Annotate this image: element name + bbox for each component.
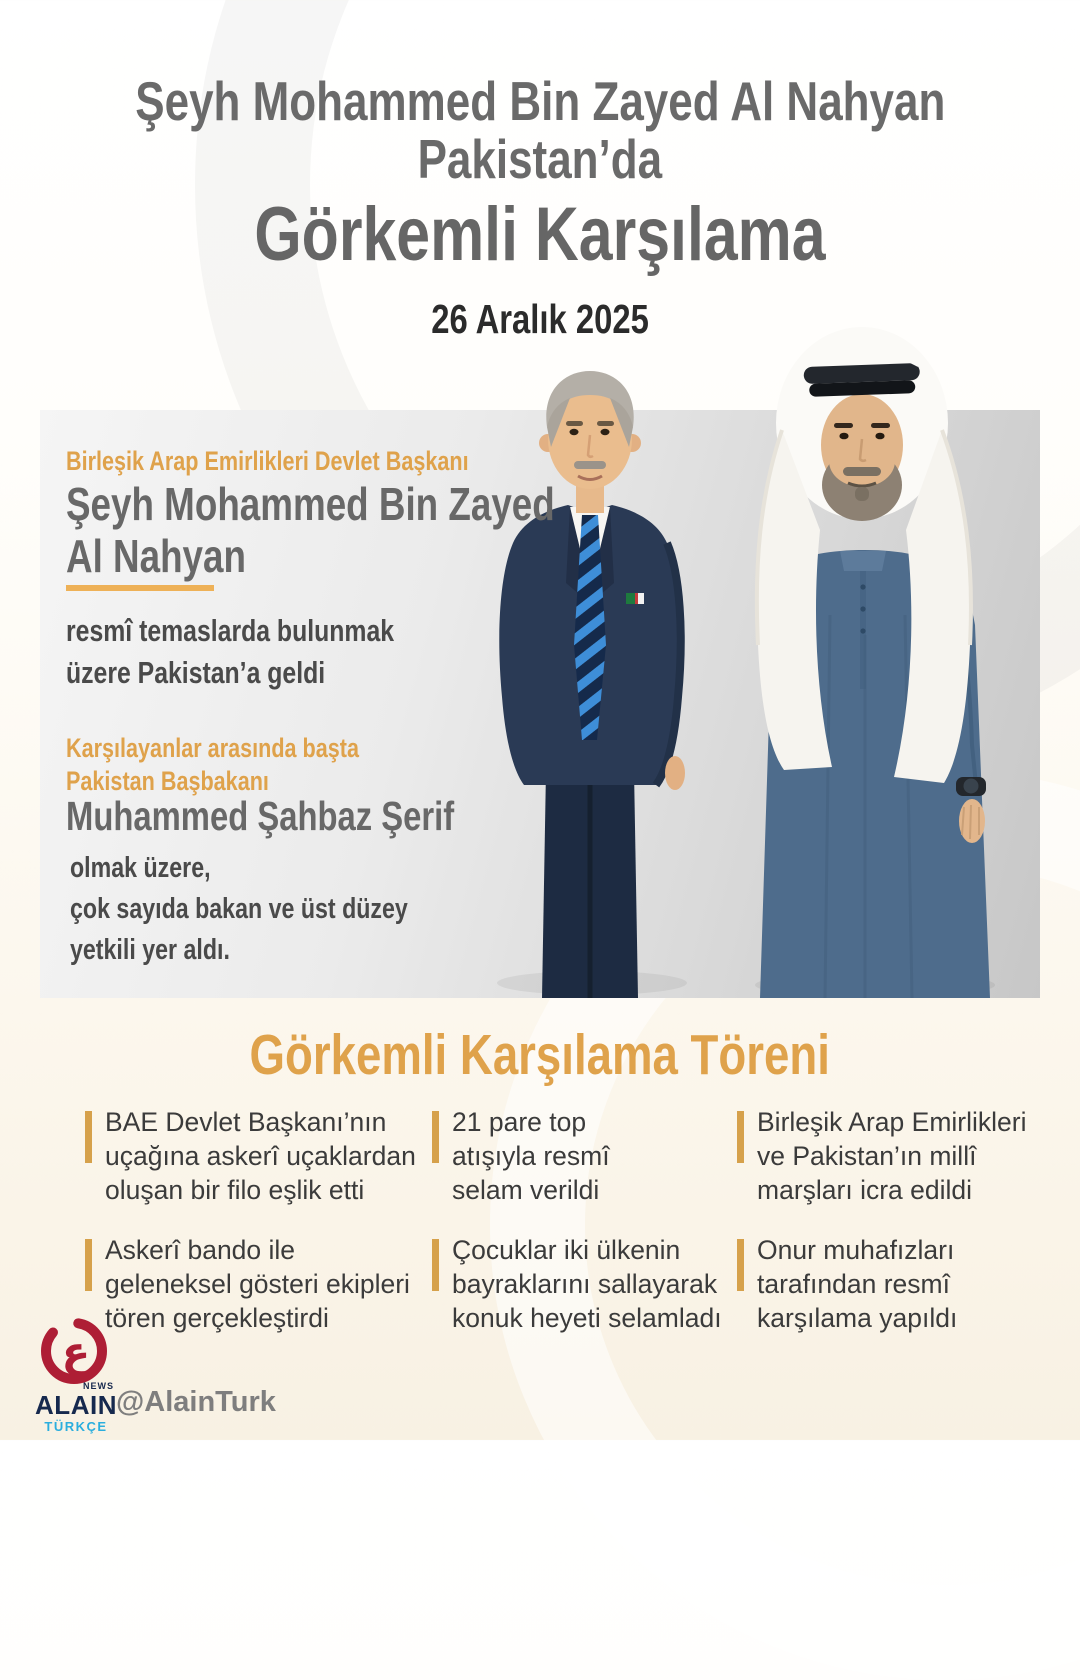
kicker-greeters-line2: Pakistan Başbakanı <box>66 765 269 796</box>
alain-logo-text <box>30 1382 122 1433</box>
list-item <box>737 1106 1045 1208</box>
list-item <box>432 1234 737 1336</box>
title-line-2 <box>0 128 1080 191</box>
visit-description-line2: üzere Pakistan’a geldi <box>66 655 326 691</box>
item-text: 21 pare top atışıyla resmî selam verildi <box>452 1107 610 1205</box>
alain-logo-icon <box>30 1314 116 1388</box>
photo-illustration <box>430 315 1040 998</box>
kicker-greeters <box>66 732 432 798</box>
kicker-greeters-line1: Karşılayanlar arasında başta <box>66 733 359 763</box>
title-line-1 <box>0 72 1080 130</box>
title-line-3 <box>0 191 1080 277</box>
greeters-description-line2: çok sayıda bakan ve üst düzey <box>70 893 408 926</box>
greeters-description <box>70 848 492 972</box>
bullet-bar <box>432 1239 439 1291</box>
name-mbz <box>66 478 677 583</box>
name-sharif-text: Muhammed Şahbaz Şerif <box>66 793 455 839</box>
kicker-uae-president-text: Birleşik Arap Emirlikleri Devlet Başkanı <box>66 446 469 476</box>
section-title-text: Görkemli Karşılama Töreni <box>249 1023 831 1087</box>
svg-text:ع: ع <box>61 1327 91 1376</box>
item-text: Askerî bando ile geleneksel gösteri ekipleri tören gerçekleştirdi <box>105 1234 410 1333</box>
logo-main-label: ALAIN <box>35 1390 117 1420</box>
bullet-bar <box>432 1111 439 1163</box>
item-text: Onur muhafızları tarafından resmî karşılama yapıldı <box>757 1234 958 1333</box>
wristwatch <box>956 777 986 796</box>
logo-lang-label: TÜRKÇE <box>44 1419 108 1434</box>
date <box>0 296 1080 343</box>
list-item <box>85 1106 432 1208</box>
greeters-description-line1: olmak üzere, <box>70 852 211 884</box>
name-sharif <box>66 793 551 840</box>
visit-description <box>66 610 476 694</box>
item-text: BAE Devlet Başkanı’nın uçağına askerî uçaklardan oluşan bir filo eşlik etti <box>105 1107 416 1205</box>
greeters-description-line3: yetkili yer aldı. <box>70 934 230 967</box>
bullet-bar <box>85 1239 92 1291</box>
list-item <box>432 1106 737 1208</box>
bullet-bar <box>737 1111 744 1163</box>
gold-divider <box>66 585 214 591</box>
date-text: 26 Aralık 2025 <box>431 296 649 343</box>
list-item <box>737 1234 1045 1336</box>
bullet-bar <box>85 1111 92 1163</box>
item-text: Çocuklar iki ülkenin bayraklarını sallayarak konuk heyeti selamladı <box>452 1234 722 1333</box>
flag-pin <box>626 593 644 604</box>
name-mbz-line1: Şeyh Mohammed Bin Zayed <box>66 478 555 530</box>
list-item <box>85 1234 432 1336</box>
social-handle: @AlainTurk <box>116 1386 276 1418</box>
logo-news-label: NEWS <box>83 1381 114 1391</box>
section-title <box>0 1022 1080 1088</box>
kicker-uae-president <box>66 445 569 478</box>
ceremony-items <box>85 1106 1045 1335</box>
item-text: Birleşik Arap Emirlikleri ve Pakistan’ın millî marşları icra edildi <box>757 1107 1027 1205</box>
header <box>0 72 1080 343</box>
visit-description-line1: resmî temaslarda bulunmak <box>66 613 395 648</box>
bullet-bar <box>737 1239 744 1291</box>
title-line-2-text: Pakistan’da <box>417 128 663 191</box>
agal-band <box>803 363 920 397</box>
mbz-figure <box>755 327 995 998</box>
title-line-1-text: Şeyh Mohammed Bin Zayed Al Nahyan <box>134 70 946 132</box>
title-line-3-text: Görkemli Karşılama <box>254 191 826 277</box>
name-mbz-line2: Al Nahyan <box>66 530 246 583</box>
